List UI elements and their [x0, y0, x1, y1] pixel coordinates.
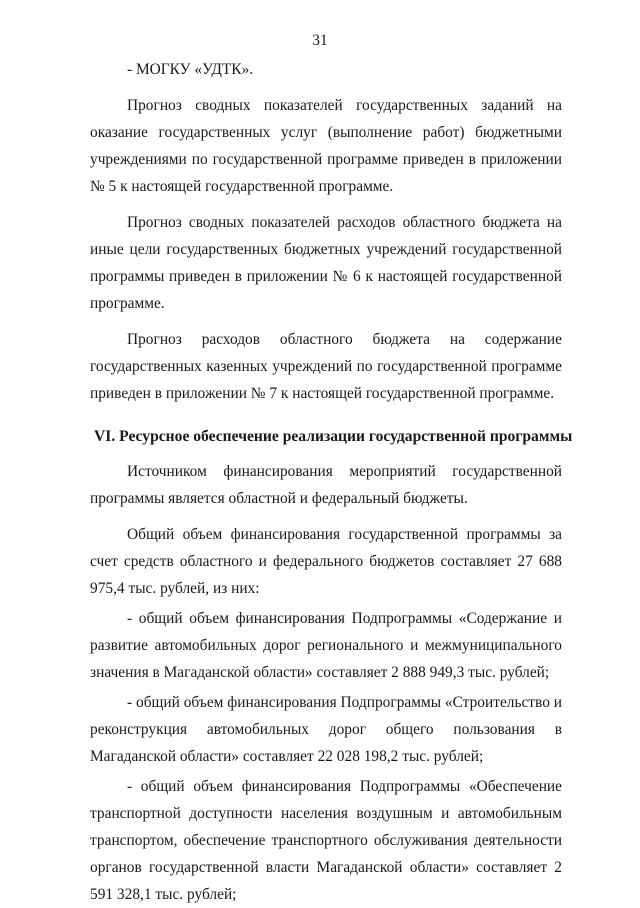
paragraph-other-purposes-forecast: Прогноз сводных показателей расходов областного бюджета на иные цели государственных бюджетных учреждений государственной программы приведен в приложении № 6 к настоящей государственной программе. — [90, 214, 562, 312]
section-heading: VI. Ресурсное обеспечение реализации государственной программы — [94, 428, 573, 445]
page-content — [90, 56, 573, 908]
list-item-subprogram-construction: - общий объем финансирования Подпрограммы «Строительство и реконструкция автомобильных дорог общего пользования в Магаданской области» составляет 22 028 198,2 тыс. рублей; — [90, 694, 562, 765]
page-number: 31 — [312, 32, 328, 49]
paragraph-total-funding: Общий объем финансирования государственной программы за счет средств областного и федерального бюджетов составляет 27 688 975,4 тыс. рублей, из них: — [90, 526, 562, 597]
paragraph-state-tasks-forecast: Прогноз сводных показателей государственных заданий на оказание государственных услуг (выполнение работ) бюджетными учреждениями по государственной программе приведен в приложении № 5 к настоящей государственной программе. — [90, 97, 562, 195]
paragraph-funding-source: Источником финансирования мероприятий государственной программы является областной и федеральный бюджеты. — [90, 463, 562, 507]
list-item-subprogram-transport: - общий объем финансирования Подпрограммы «Обеспечение транспортной доступности населения воздушным и автомобильным транспортом, обеспечение транспортного обслуживания деятельности органов государственной власти Магаданской области» составляет 2 591 328,1 тыс. рублей; — [90, 778, 562, 903]
paragraph-state-institutions-forecast: Прогноз расходов областного бюджета на содержание государственных казенных учреждений по государственной программе приведен в приложении № 7 к настоящей государственной программе. — [90, 331, 562, 402]
list-item-subprogram-maintenance: - общий объем финансирования Подпрограммы «Содержание и развитие автомобильных дорог регионального и межмуниципального значения в Магаданской области» составляет 2 888 949,3 тыс. рублей; — [90, 610, 562, 681]
list-item-mogku: - МОГКУ «УДТК». — [127, 61, 254, 78]
